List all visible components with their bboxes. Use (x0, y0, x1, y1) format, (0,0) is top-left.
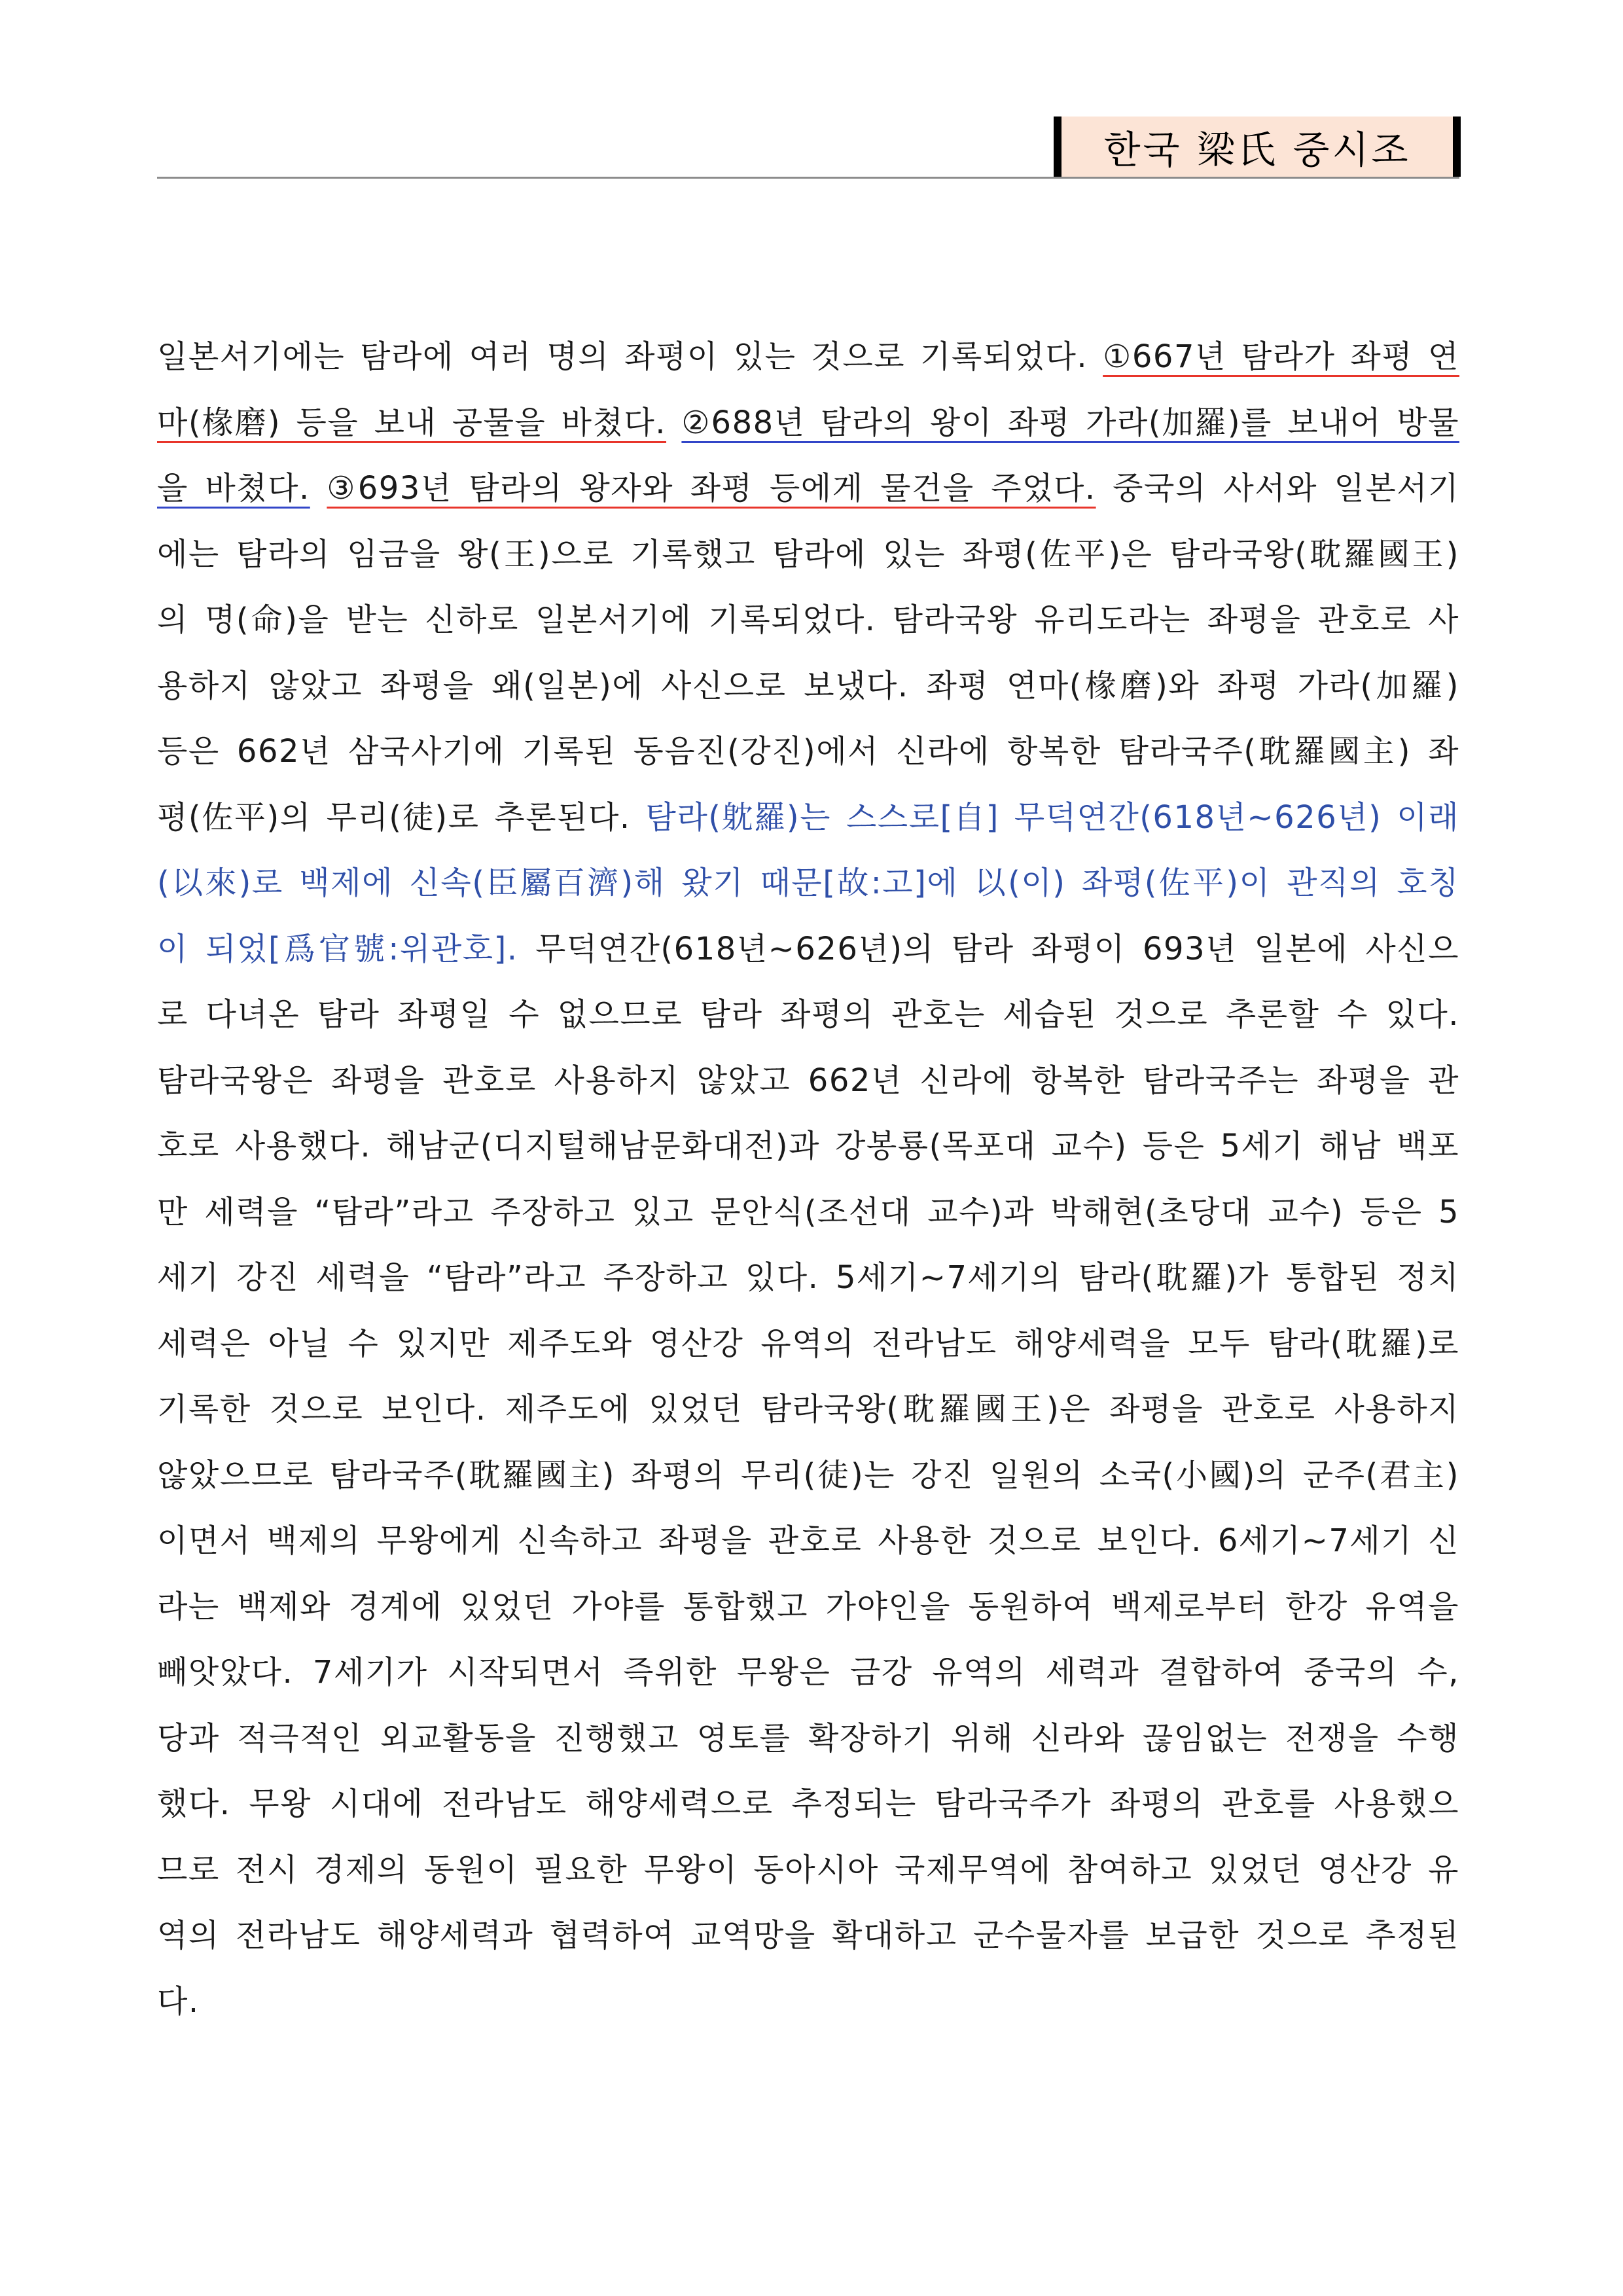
quoted-passage-blue: 탐라(躭羅)는 스스로[自] 무덕연간(618년~626년) 이래(以來)로 백제에 신속(臣屬百濟)해 왔기 때문[故:고]에 以(이) 좌평(佐平)이 관직의 호칭이 되었[爲官號:위관호]. (157, 798, 1459, 967)
body-paragraph (157, 324, 1459, 2034)
citation-693-underlined: ③693년 탐라의 왕자와 좌평 등에게 물건을 주었다. (327, 470, 1096, 507)
body-text-segment: 일본서기에는 탐라에 여러 명의 좌평이 있는 것으로 기록되었다. (157, 338, 1103, 375)
page-title: 한국 梁氏 중시조 (1103, 128, 1411, 172)
body-text-segment (310, 470, 327, 507)
citation-667-underlined: ①667년 탐라가 좌평 연마(椽磨) 등을 보내 공물을 바쳤다. (157, 338, 1460, 441)
body-text-segment (666, 404, 681, 441)
header-divider (157, 177, 1459, 179)
body-text-segment: 무덕연간(618년~626년)의 탐라 좌평이 693년 일본에 사신으로 다녀온 탐라 좌평일 수 없으므로 탐라 좌평의 관호는 세습된 것으로 추론할 수 있다. 탐라국왕은 좌평을 관호로 사용하지 않았고 662년 신라에 항복한 탐라국주는 좌평을 관호로 사용했다. 해남군(디지털해남문화대전)과 강봉룡(목포대 교수) 등은 5세기 해남 백포만 세력을 “탐라”라고 주장하고 있고 문안식(조선대 교수)과 박해현(초당대 교수) 등은 5세기 강진 세력을 “탐라”라고 주장하고 있다. 5세기~7세기의 탐라(耽羅)가 통합된 정치세력은 아닐 수 있지만 제주도와 영산강 유역의 전라남도 해양세력을 모두 탐라(耽羅)로 기록한 것으로 보인다. 제주도에 있었던 탐라국왕(耽羅國王)은 좌평을 관호로 사용하지 않았으므로 탐라국주(耽羅國主) 좌평의 무리(徒)는 강진 일원의 소국(小國)의 군주(君主)이면서 백제의 무왕에게 신속하고 좌평을 관호로 사용한 것으로 보인다. 6세기~7세기 신라는 백제와 경계에 있었던 가야를 통합했고 가야인을 동원하여 백제로부터 한강 유역을 빼앗았다. 7세기가 시작되면서 즉위한 무왕은 금강 유역의 세력과 결합하여 중국의 수, 당과 적극적인 외교활동을 진행했고 영토를 확장하기 위해 신라와 끊임없는 전쟁을 수행했다. 무왕 시대에 전라남도 해양세력으로 추정되는 탐라국주가 좌평의 관호를 사용했으므로 전시 경제의 동원이 필요한 무왕이 동아시아 국제무역에 참여하고 있었던 영산강 유역의 전라남도 해양세력과 협력하여 교역망을 확대하고 군수물자를 보급한 것으로 추정된다. (157, 930, 1459, 2020)
citation-688-underlined: ②688년 탐라의 왕이 좌평 가라(加羅)를 보내어 방물을 바쳤다. (157, 404, 1459, 507)
body-text-segment: 중국의 사서와 일본서기에는 탐라의 임금을 왕(王)으로 기록했고 탐라에 있는 좌평(佐平)은 탐라국왕(耽羅國王)의 명(命)을 받는 신하로 일본서기에 기록되었다. 탐라국왕 유리도라는 좌평을 관호로 사용하지 않았고 좌평을 왜(일본)에 사신으로 보냈다. 좌평 연마(椽磨)와 좌평 가라(加羅) 등은 662년 삼국사기에 기록된 동음진(강진)에서 신라에 항복한 탐라국주(耽羅國主) 좌평(佐平)의 무리(徒)로 추론된다. (157, 470, 1459, 836)
header-title-box (1054, 117, 1461, 177)
